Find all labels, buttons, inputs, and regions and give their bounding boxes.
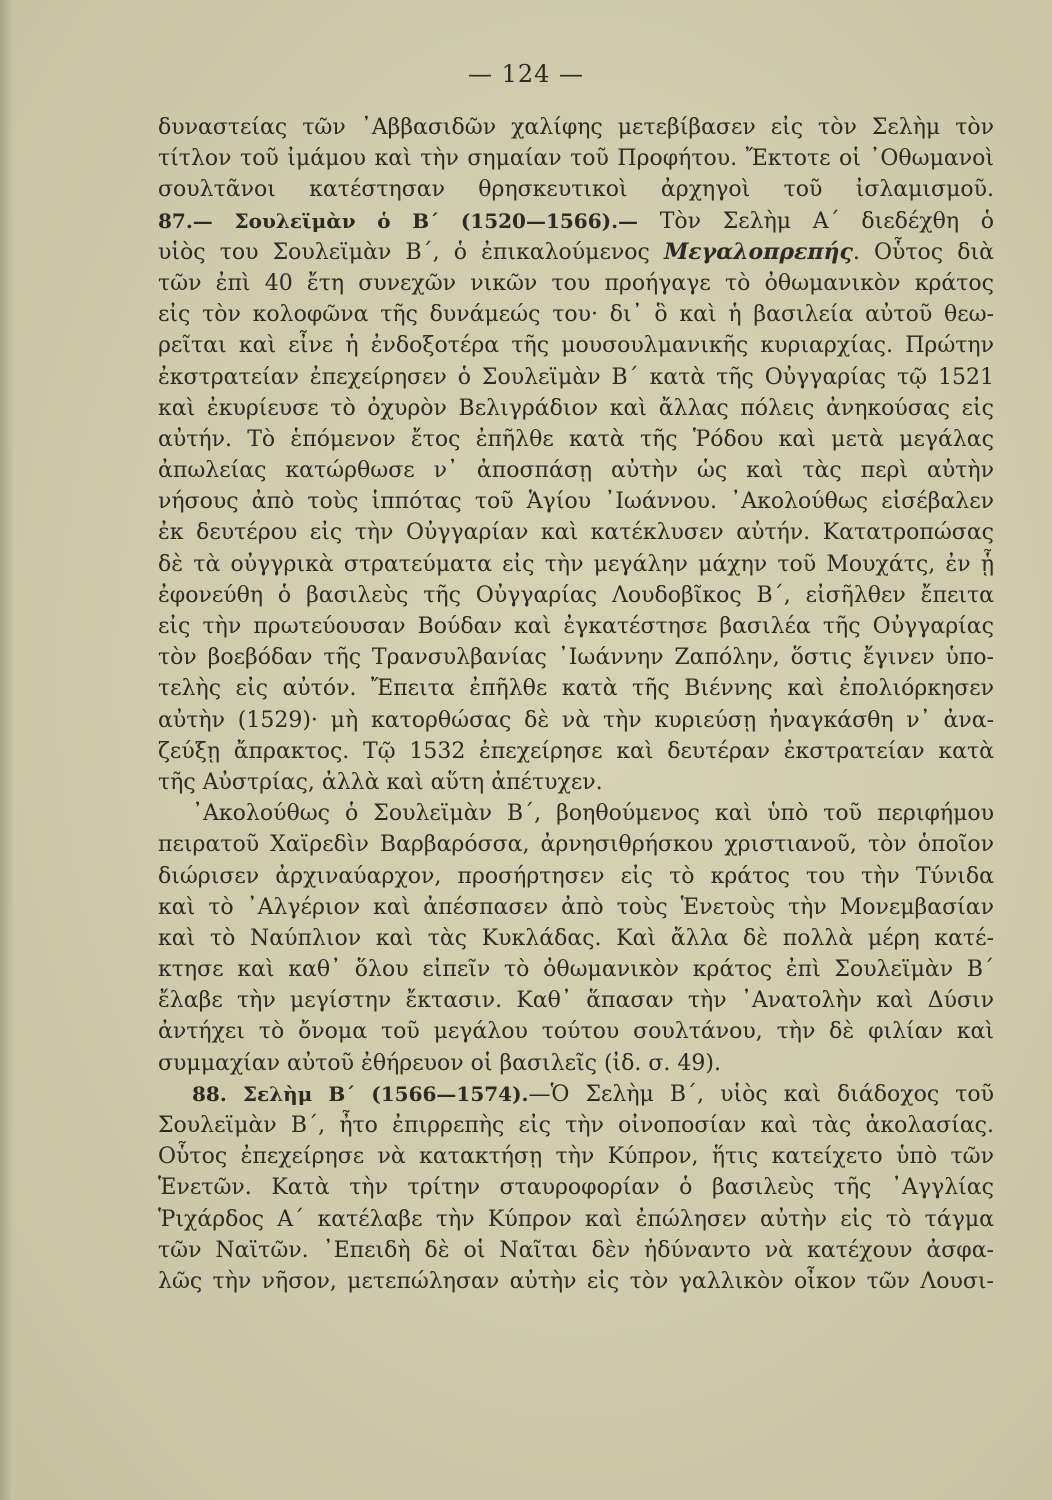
text-line bbox=[158, 549, 994, 580]
text-line bbox=[158, 1048, 994, 1079]
emphasized-epithet: Μεγαλοπρεπής bbox=[663, 238, 853, 265]
line-text: ἀντήχει τὸ ὄνομα τοῦ μεγάλου τούτου σουλτάνου, τὴν δὲ φιλίαν καὶ bbox=[158, 1019, 994, 1045]
line-text: τῶν Ναϊτῶν. ᾿Επειδὴ δὲ οἱ Ναῖται δὲν ἠδύναντο νὰ κατέχουν ἀσφα- bbox=[158, 1237, 994, 1263]
line-text: αὐτὴν (1529)· μὴ κατορθώσας δὲ νὰ τὴν κυριεύσῃ ἠναγκάσθη ν᾿ ἀνα- bbox=[158, 707, 994, 733]
line-text: τῆς Αὐστρίας, ἀλλὰ καὶ αὕτη ἀπέτυχεν. bbox=[158, 769, 603, 795]
text-line bbox=[158, 1204, 994, 1235]
text-line bbox=[158, 143, 994, 174]
text-line bbox=[158, 798, 994, 829]
text-line bbox=[158, 362, 994, 393]
line-text: ἐκστρατείαν ἐπεχείρησεν ὁ Σουλεϊμὰν Β΄ κατὰ τῆς Οὐγγαρίας τῷ 1521 bbox=[158, 364, 994, 390]
text-line bbox=[158, 299, 994, 330]
line-text: λῶς τὴν νῆσον, μετεπώλησαν αὐτὴν εἰς τὸν γαλλικὸν οἶκον τῶν Λουσι- bbox=[158, 1268, 994, 1294]
line-text: πειρατοῦ Χαϊρεδὶν Βαρβαρόσσα, ἀρνησιθρήσκου χριστιανοῦ, τὸν ὁποῖον bbox=[158, 832, 994, 858]
line-text: εἰς τὸν κολοφῶνα τῆς δυνάμεώς του· δι᾿ ὃ καὶ ἡ βασιλεία αὐτοῦ θεω- bbox=[158, 302, 994, 328]
text-line bbox=[158, 268, 994, 299]
line-text: Τὸν Σελὴμ Α΄ διεδέχθη ὁ bbox=[638, 208, 994, 234]
line-text: ἐκ δευτέρου εἰς τὴν Οὐγγαρίαν καὶ κατέκλυσεν αὐτήν. Κατατροπώσας bbox=[158, 520, 994, 546]
line-text: ρεῖται καὶ εἶνε ἡ ἐνδοξοτέρα τῆς μουσουλμανικῆς κυριαρχίας. Πρώτην bbox=[158, 333, 994, 359]
text-line bbox=[158, 985, 994, 1016]
line-text: νήσους ἀπὸ τοὺς ἱππότας τοῦ Ἁγίου ᾿Ιωάννου. ᾿Ακολούθως εἰσέβαλεν bbox=[158, 489, 994, 515]
line-text: τίτλον τοῦ ἰμάμου καὶ τὴν σημαίαν τοῦ Προφήτου. Ἔκτοτε οἱ ᾿Οθωμανοὶ bbox=[158, 146, 994, 172]
body-text bbox=[158, 112, 994, 1297]
text-line bbox=[158, 861, 994, 892]
text-line bbox=[158, 892, 994, 923]
page-number: — 124 — bbox=[467, 60, 585, 88]
line-text: τῶν ἐπὶ 40 ἔτη συνεχῶν νικῶν του προήγαγε τὸ ὀθωμανικὸν κράτος bbox=[158, 270, 994, 296]
text-line bbox=[158, 112, 994, 143]
text-line bbox=[158, 736, 994, 767]
line-text: Ἑνετῶν. Κατὰ τὴν τρίτην σταυροφορίαν ὁ βασιλεὺς τῆς ᾿Αγγλίας bbox=[158, 1175, 994, 1201]
text-line bbox=[158, 393, 994, 424]
text-line bbox=[158, 580, 994, 611]
line-text: εἰς τὴν πρωτεύουσαν Βούδαν καὶ ἐγκατέστησε βασιλέα τῆς Οὐγγαρίας bbox=[158, 614, 994, 639]
line-text: —Ὁ Σελὴμ Β΄, υἱὸς καὶ διάδοχος τοῦ bbox=[528, 1081, 994, 1107]
line-text: καὶ τὸ ᾿Αλγέριον καὶ ἀπέσπασεν ἀπὸ τοὺς Ἑνετοὺς τὴν Μονεμβασίαν bbox=[158, 894, 994, 920]
page-binding-edge bbox=[0, 0, 14, 1500]
line-text: Σουλεϊμὰν Β΄, ἦτο ἐπιρρεπὴς εἰς τὴν οἰνοποσίαν καὶ τὰς ἀκολασίας. bbox=[158, 1113, 994, 1138]
line-text-tail: . Οὗτος διὰ bbox=[852, 239, 994, 265]
line-text: συμμαχίαν αὐτοῦ ἐθήρευον οἱ βασιλεῖς (ἰδ. σ. 49). bbox=[158, 1050, 721, 1076]
text-line bbox=[158, 237, 994, 268]
text-line bbox=[158, 954, 994, 985]
line-text: υἱὸς του Σουλεϊμὰν Β΄, ὁ ἐπικαλούμενος bbox=[158, 239, 664, 265]
line-text: αὐτήν. Τὸ ἑπόμενον ἔτος ἐπῆλθε κατὰ τῆς Ῥόδου καὶ μετὰ μεγάλας bbox=[158, 426, 994, 452]
text-line bbox=[158, 206, 994, 237]
line-text: τελὴς εἰς αὐτόν. Ἔπειτα ἐπῆλθε κατὰ τῆς Βιέννης καὶ ἐπολιόρκησεν bbox=[158, 676, 994, 702]
text-line bbox=[158, 1141, 994, 1172]
line-text: Οὗτος ἐπεχείρησε νὰ κατακτήσῃ τὴν Κύπρον, ἥτις κατείχετο ὑπὸ τῶν bbox=[158, 1144, 994, 1170]
line-text: Ῥιχάρδος Α΄ κατέλαβε τὴν Κύπρον καὶ ἐπώλησεν αὐτὴν εἰς τὸ τάγμα bbox=[158, 1206, 994, 1232]
text-line bbox=[158, 705, 994, 736]
line-text: καὶ ἐκυρίευσε τὸ ὀχυρὸν Βελιγράδιον καὶ ἄλλας πόλεις ἀνηκούσας εἰς bbox=[158, 395, 994, 421]
line-text: καὶ τὸ Ναύπλιον καὶ τὰς Κυκλάδας. Καὶ ἄλλα δὲ πολλὰ μέρη κατέ- bbox=[158, 925, 994, 951]
line-text: τὸν βοεβόδαν τῆς Τρανσυλβανίας ᾿Ιωάννην Ζαπόλην, ὅστις ἔγινεν ὑπο- bbox=[158, 645, 994, 671]
text-line bbox=[158, 642, 994, 673]
text-line bbox=[158, 767, 994, 798]
line-text: δὲ τὰ οὐγγρικὰ στρατεύματα εἰς τὴν μεγάλην μάχην τοῦ Μουχάτς, ἐν ᾗ bbox=[158, 551, 994, 577]
section-heading: 88. Σελὴμ Β΄ (1566—1574). bbox=[192, 1081, 529, 1106]
text-line bbox=[158, 1172, 994, 1203]
text-line bbox=[158, 923, 994, 954]
line-text: ἔλαβε τὴν μεγίστην ἔκτασιν. Καθ᾿ ἅπασαν τὴν ᾿Ανατολὴν καὶ Δύσιν bbox=[158, 988, 994, 1014]
text-line bbox=[158, 1235, 994, 1266]
line-text: διώρισεν ἀρχιναύαρχον, προσήρτησεν εἰς τὸ κράτος του τὴν Τύνιδα bbox=[158, 863, 994, 889]
text-line bbox=[158, 829, 994, 860]
text-line bbox=[158, 486, 994, 517]
line-text: σουλτᾶνοι κατέστησαν θρησκευτικοὶ ἀρχηγοὶ τοῦ ἰσλαμισμοῦ. bbox=[158, 177, 994, 203]
text-line bbox=[158, 455, 994, 486]
text-line bbox=[158, 1266, 994, 1297]
section-heading: 87.— Σουλεϊμὰν ὁ Β΄ (1520—1566).— bbox=[158, 208, 639, 233]
text-line bbox=[158, 1016, 994, 1047]
line-text: ἀπωλείας κατώρθωσε ν᾿ ἀποσπάσῃ αὐτὴν ὡς καὶ τὰς περὶ αὐτὴν bbox=[158, 458, 994, 484]
text-line bbox=[158, 1079, 994, 1110]
line-text: δυναστείας τῶν ᾿Αββασιδῶν χαλίφης μετεβίβασεν εἰς τὸν Σελὴμ τὸν bbox=[158, 115, 994, 140]
text-line bbox=[158, 1110, 994, 1141]
line-text: ζεύξῃ ἄπρακτος. Τῷ 1532 ἐπεχείρησε καὶ δευτέραν ἐκστρατείαν κατὰ bbox=[158, 738, 994, 764]
line-text: κτησε καὶ καθ᾿ ὅλου εἰπεῖν τὸ ὀθωμανικὸν κράτος ἐπὶ Σουλεϊμὰν Β΄ bbox=[158, 957, 994, 983]
text-line bbox=[158, 174, 994, 205]
text-line bbox=[158, 330, 994, 361]
text-line bbox=[158, 517, 994, 548]
text-line bbox=[158, 673, 994, 704]
line-text: ἐφονεύθη ὁ βασιλεὺς τῆς Οὐγγαρίας Λουδοβῖκος Β΄, εἰσῆλθεν ἔπειτα bbox=[158, 582, 994, 608]
text-line bbox=[158, 611, 994, 642]
line-text: ᾿Ακολούθως ὁ Σουλεϊμὰν Β΄, βοηθούμενος καὶ ὑπὸ τοῦ περιφήμου bbox=[192, 801, 994, 827]
text-line bbox=[158, 424, 994, 455]
